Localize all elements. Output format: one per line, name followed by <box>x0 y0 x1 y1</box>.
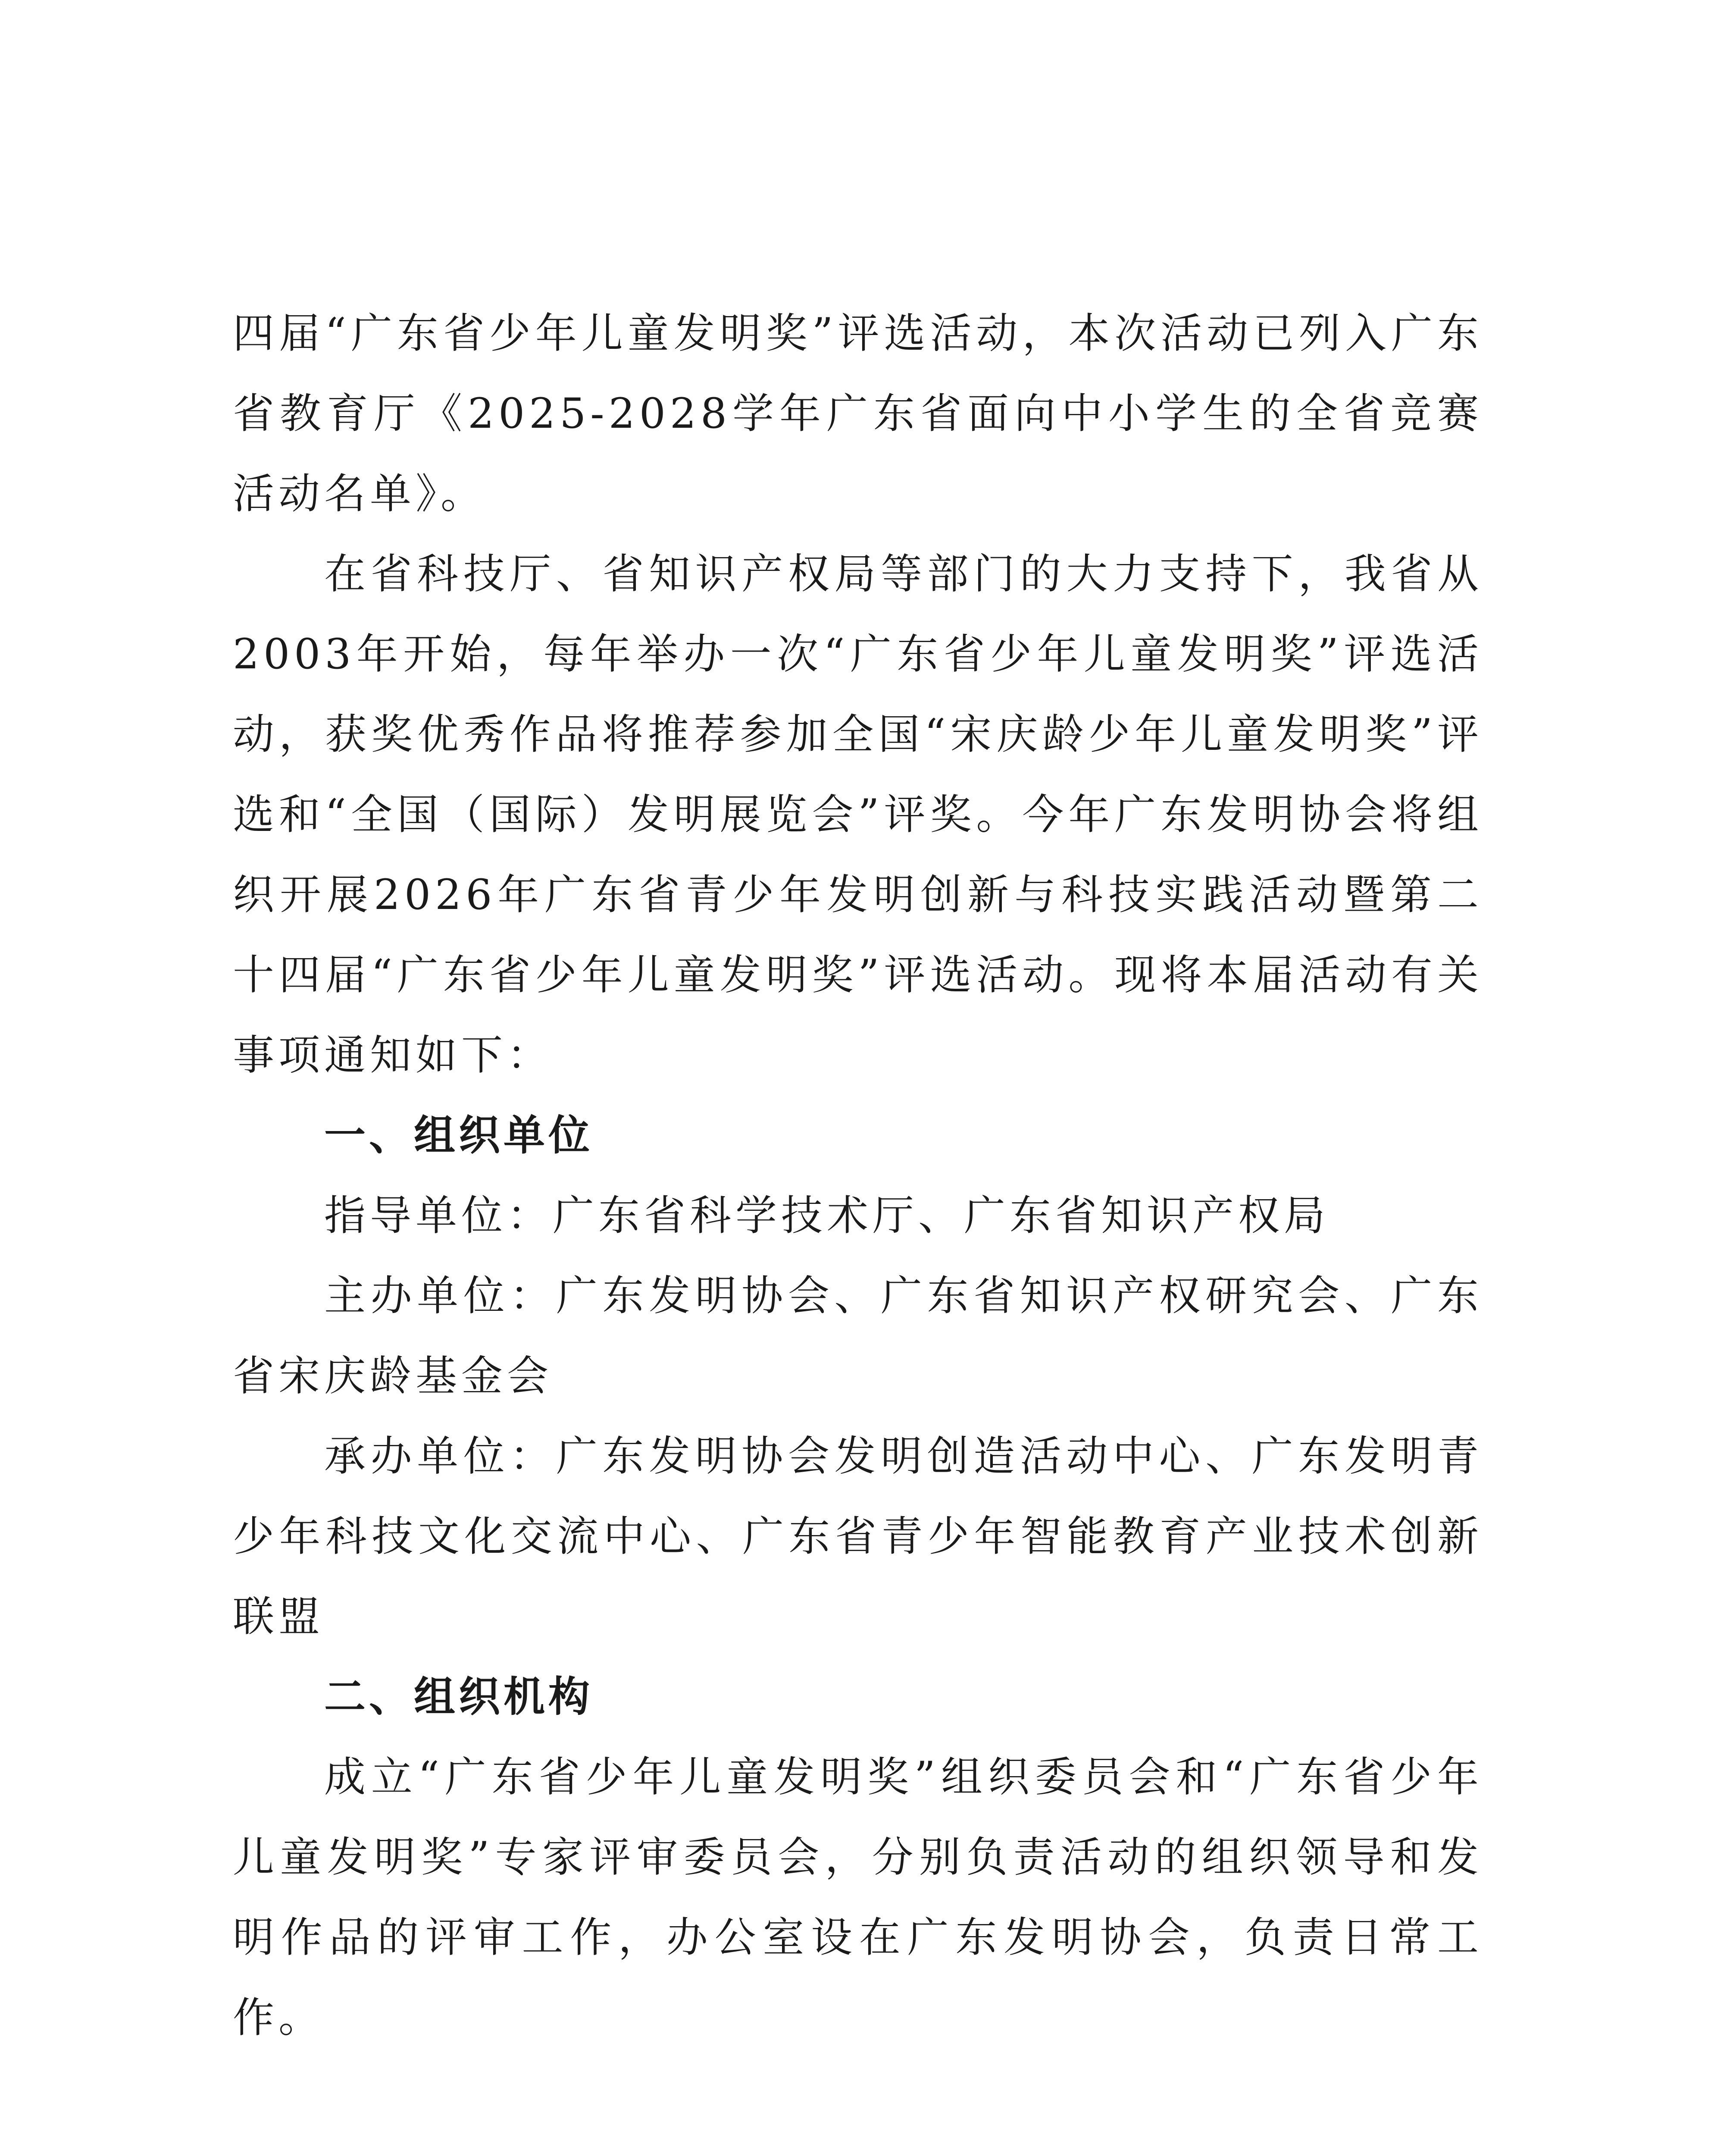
paragraph-background: 在省科技厅、省知识产权局等部门的大力支持下，我省从2003年开始，每年举办一次“广东省少年儿童发明奖”评选活动，获奖优秀作品将推荐参加全国“宋庆龄少年儿童发明奖”评选和“全国（国际）发明展览会”评奖。今年广东发明协会将组织开展2026年广东省青少年发明创新与科技实践活动暨第二十四届“广东省少年儿童发明奖”评选活动。现将本届活动有关事项通知如下： <box>233 550 1483 1079</box>
section-heading-organizers: 一、组织单位 <box>324 1111 593 1159</box>
paragraph-committees: 成立“广东省少年儿童发明奖”组织委员会和“广东省少年儿童发明奖”专家评审委员会，分别负责活动的组织领导和发明作品的评审工作，办公室设在广东发明协会，负责日常工作。 <box>233 1753 1483 2042</box>
document-body <box>233 293 1483 2058</box>
paragraph-host-units: 主办单位：广东发明协会、广东省知识产权研究会、广东省宋庆龄基金会 <box>233 1272 1483 1400</box>
section-heading-organization: 二、组织机构 <box>324 1673 593 1721</box>
paragraph-organizing-units: 承办单位：广东发明协会发明创造活动中心、广东发明青少年科技文化交流中心、广东省青少年智能教育产业技术创新联盟 <box>233 1432 1483 1641</box>
paragraph-intro-continuation: 四届“广东省少年儿童发明奖”评选活动，本次活动已列入广东省教育厅《2025-2028学年广东省面向中小学生的全省竞赛活动名单》。 <box>233 309 1483 518</box>
paragraph-guiding-units: 指导单位：广东省科学技术厅、广东省知识产权局 <box>324 1191 1329 1240</box>
